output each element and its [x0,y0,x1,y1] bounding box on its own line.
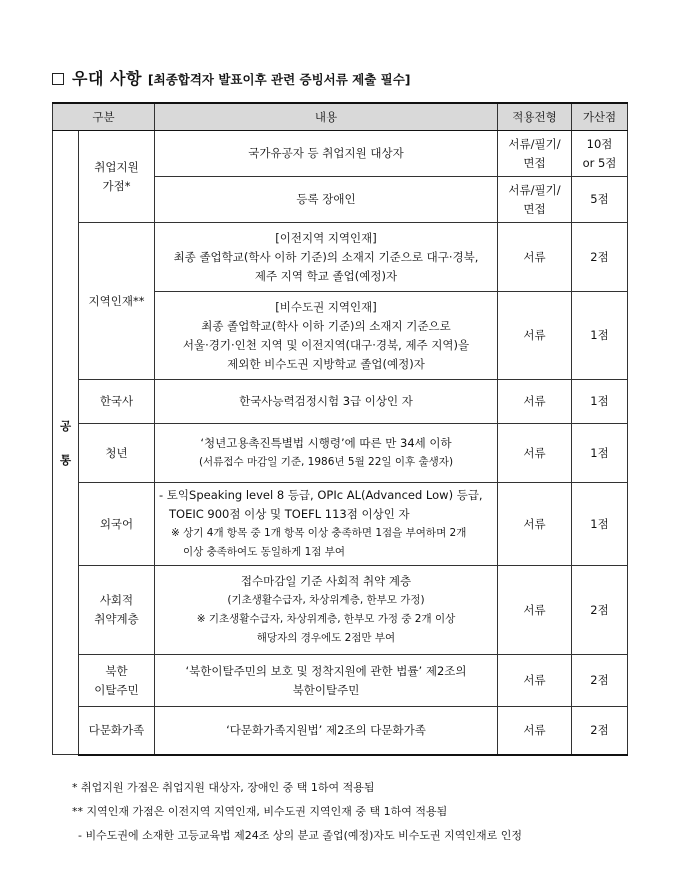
category-regional: 지역인재** [79,223,155,380]
content-nk-defector: ‘북한이탈주민의 보호 및 정착지원에 관한 법률’ 제2조의 북한이탈주민 [155,655,498,707]
type-cell: 서류 [498,292,572,380]
checkbox-square-icon [52,73,64,85]
header-type: 적용전형 [498,103,572,131]
table-header-row [53,103,628,131]
type-cell: 서류 [498,707,572,755]
header-content: 내용 [155,103,498,131]
points-cell: 5점 [572,177,628,223]
footnotes [72,776,522,848]
title-main: 우대 사항 [72,69,142,88]
content-disabled: 등록 장애인 [155,177,498,223]
table-row [53,707,628,755]
content-social: 접수마감일 기준 사회적 취약 계층 (기초생활수급자, 차상위계층, 한부모 가정) ※ 기초생활수급자, 차상위계층, 한부모 가정 중 2개 이상 해당자의 경우에도 2점만 부여 [155,566,498,655]
content-veteran: 국가유공자 등 취업지원 대상자 [155,131,498,177]
points-cell: 1점 [572,483,628,566]
category-language: 외국어 [79,483,155,566]
header-category: 구분 [53,103,155,131]
header-points: 가산점 [572,103,628,131]
points-cell: 1점 [572,292,628,380]
points-cell: 2점 [572,707,628,755]
title-sub: [최종합격자 발표이후 관련 증빙서류 제출 필수] [147,72,411,87]
content-multicultural: ‘다문화가족지원법’ 제2조의 다문화가족 [155,707,498,755]
category-history: 한국사 [79,380,155,424]
table-row [53,424,628,483]
type-cell: 서류 [498,223,572,292]
category-social: 사회적 취약계층 [79,566,155,655]
table-row [53,483,628,566]
type-cell: 서류 [498,380,572,424]
table-row [53,380,628,424]
type-cell: 서류 [498,483,572,566]
points-cell: 10점 or 5점 [572,131,628,177]
points-cell: 2점 [572,566,628,655]
category-nk-defector: 북한 이탈주민 [79,655,155,707]
content-relocated-region: [이전지역 지역인재] 최종 졸업학교(학사 이하 기준)의 소재지 기준으로 대구·경북, 제주 지역 학교 졸업(예정)자 [155,223,498,292]
table-row [53,223,628,292]
footnote: * 취업지원 가점은 취업지원 대상자, 장애인 중 택 1하여 적용됨 [72,781,375,794]
type-cell: 서류 [498,424,572,483]
type-cell: 서류/필기/ 면접 [498,177,572,223]
type-cell: 서류/필기/ 면접 [498,131,572,177]
points-cell: 2점 [572,223,628,292]
table-row [53,566,628,655]
table-row [53,655,628,707]
type-cell: 서류 [498,566,572,655]
category-employment: 취업지원 가점* [79,131,155,223]
preference-table [52,102,628,756]
category-youth: 청년 [79,424,155,483]
content-non-capital-region: [비수도권 지역인재] 최종 졸업학교(학사 이하 기준)의 소재지 기준으로 서울·경기·인천 지역 및 이전지역(대구·경북, 제주 지역)을 제외한 비수도권 지방학교 졸업(예정)자 [155,292,498,380]
points-cell: 2점 [572,655,628,707]
footnote: - 비수도권에 소재한 고등교육법 제24조 상의 분교 졸업(예정)자도 비수도권 지역인재로 인정 [78,829,523,842]
footnote: ** 지역인재 가점은 이전지역 지역인재, 비수도권 지역인재 중 택 1하여 적용됨 [72,805,448,818]
points-cell: 1점 [572,380,628,424]
section-title [52,66,411,89]
content-language: - 토익Speaking level 8 등급, OPIc AL(Advanced Low) 등급, TOEIC 900점 이상 및 TOEFL 113점 이상인 자 ※ 상기 4개 항목 중 1개 항목 이상 충족하면 1점을 부여하며 2개 이상 충족하여도 동일하게 1점 부여 [155,483,498,566]
group-label-common: 공 통 [53,131,79,755]
type-cell: 서류 [498,655,572,707]
category-multicultural: 다문화가족 [79,707,155,755]
points-cell: 1점 [572,424,628,483]
content-youth: ‘청년고용촉진특별법 시행령’에 따른 만 34세 이하 (서류접수 마감일 기준, 1986년 5월 22일 이후 출생자) [155,424,498,483]
table-row [53,131,628,177]
content-history: 한국사능력검정시험 3급 이상인 자 [155,380,498,424]
